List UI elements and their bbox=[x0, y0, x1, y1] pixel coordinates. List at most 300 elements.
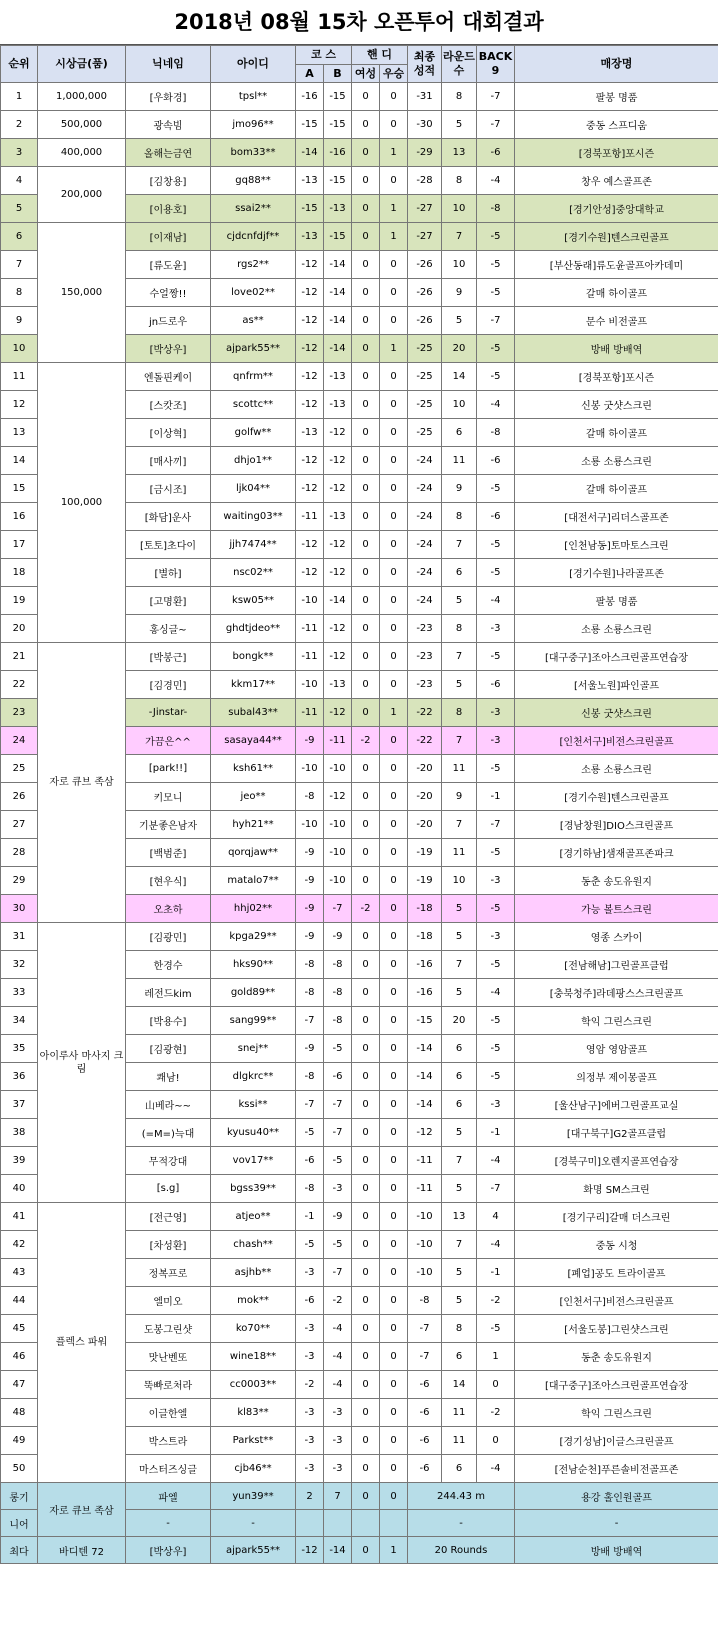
table-header bbox=[1, 46, 718, 83]
award-hc-female: 0 bbox=[352, 1537, 380, 1564]
final-score-cell: -6 bbox=[408, 1399, 442, 1427]
course-a-cell: -12 bbox=[296, 531, 324, 559]
id-cell: dhjo1** bbox=[211, 447, 296, 475]
final-score-cell: -23 bbox=[408, 671, 442, 699]
award-course-b bbox=[324, 1510, 352, 1537]
table-row bbox=[1, 223, 718, 251]
rounds-cell: 8 bbox=[442, 167, 477, 195]
hc-win-cell: 0 bbox=[380, 1259, 408, 1287]
store-cell: [경기안성]중앙대학교 bbox=[515, 195, 718, 223]
final-score-cell: -10 bbox=[408, 1259, 442, 1287]
award-prize: 자로 큐브 족삼 bbox=[38, 1483, 126, 1537]
course-b-cell: -13 bbox=[324, 363, 352, 391]
hc-female-cell: 0 bbox=[352, 1091, 380, 1119]
course-a-cell: -8 bbox=[296, 1175, 324, 1203]
hc-win-cell: 0 bbox=[380, 1287, 408, 1315]
award-nickname: 파엘 bbox=[126, 1483, 211, 1510]
course-a-cell: -11 bbox=[296, 615, 324, 643]
hc-female-cell: 0 bbox=[352, 167, 380, 195]
back9-cell: -4 bbox=[477, 979, 515, 1007]
rounds-cell: 11 bbox=[442, 1427, 477, 1455]
course-a-cell: -5 bbox=[296, 1119, 324, 1147]
nickname-cell: jn드로우 bbox=[126, 307, 211, 335]
prize-cell: 500,000 bbox=[38, 111, 126, 139]
hc-female-cell: 0 bbox=[352, 1343, 380, 1371]
course-b-cell: -15 bbox=[324, 83, 352, 111]
hc-win-cell: 0 bbox=[380, 1427, 408, 1455]
rank-cell: 48 bbox=[1, 1399, 38, 1427]
rank-cell: 5 bbox=[1, 195, 38, 223]
course-b-cell: -12 bbox=[324, 699, 352, 727]
rounds-cell: 11 bbox=[442, 447, 477, 475]
final-score-cell: -7 bbox=[408, 1343, 442, 1371]
prize-cell: 400,000 bbox=[38, 139, 126, 167]
back9-cell: -5 bbox=[477, 475, 515, 503]
nickname-cell: 오초하 bbox=[126, 895, 211, 923]
hc-female-cell: 0 bbox=[352, 1175, 380, 1203]
hc-female-cell: 0 bbox=[352, 1455, 380, 1483]
id-cell: matalo7** bbox=[211, 867, 296, 895]
final-score-cell: -8 bbox=[408, 1287, 442, 1315]
course-a-cell: -3 bbox=[296, 1455, 324, 1483]
hc-win-cell: 0 bbox=[380, 1455, 408, 1483]
prize-cell: 100,000 bbox=[38, 363, 126, 643]
hc-win-cell: 0 bbox=[380, 839, 408, 867]
final-score-cell: -14 bbox=[408, 1035, 442, 1063]
hc-female-cell: 0 bbox=[352, 111, 380, 139]
rank-cell: 43 bbox=[1, 1259, 38, 1287]
award-hc-win: 1 bbox=[380, 1537, 408, 1564]
course-b-cell: -16 bbox=[324, 139, 352, 167]
course-a-cell: -10 bbox=[296, 811, 324, 839]
final-score-cell: -15 bbox=[408, 1007, 442, 1035]
id-cell: dlgkrc** bbox=[211, 1063, 296, 1091]
hc-female-cell: 0 bbox=[352, 531, 380, 559]
back9-cell: 4 bbox=[477, 1203, 515, 1231]
course-a-cell: -9 bbox=[296, 923, 324, 951]
hc-female-cell: 0 bbox=[352, 307, 380, 335]
hc-female-cell: 0 bbox=[352, 447, 380, 475]
nickname-cell: 山베라~~ bbox=[126, 1091, 211, 1119]
id-cell: ksh61** bbox=[211, 755, 296, 783]
course-a-cell: -9 bbox=[296, 727, 324, 755]
store-cell: [전남해남]그린골프클럽 bbox=[515, 951, 718, 979]
rounds-cell: 7 bbox=[442, 811, 477, 839]
final-score-cell: -6 bbox=[408, 1455, 442, 1483]
hc-female-cell: 0 bbox=[352, 587, 380, 615]
rounds-cell: 20 bbox=[442, 1007, 477, 1035]
hc-female-cell: 0 bbox=[352, 923, 380, 951]
course-a-cell: -10 bbox=[296, 755, 324, 783]
id-cell: sasaya44** bbox=[211, 727, 296, 755]
back9-cell: -5 bbox=[477, 1315, 515, 1343]
table-row bbox=[1, 139, 718, 167]
rounds-cell: 7 bbox=[442, 223, 477, 251]
hc-female-cell: 0 bbox=[352, 643, 380, 671]
store-cell: [부산동래]류도윤골프아카데미 bbox=[515, 251, 718, 279]
hc-win-cell: 0 bbox=[380, 1175, 408, 1203]
final-score-cell: -28 bbox=[408, 167, 442, 195]
final-score-cell: -19 bbox=[408, 867, 442, 895]
id-cell: snej** bbox=[211, 1035, 296, 1063]
nickname-cell: [s.g] bbox=[126, 1175, 211, 1203]
course-a-cell: -10 bbox=[296, 587, 324, 615]
rank-cell: 29 bbox=[1, 867, 38, 895]
hc-female-cell: 0 bbox=[352, 699, 380, 727]
rounds-cell: 9 bbox=[442, 783, 477, 811]
course-a-cell: -3 bbox=[296, 1427, 324, 1455]
table-body bbox=[1, 83, 718, 1483]
award-course-b: 7 bbox=[324, 1483, 352, 1510]
rank-cell: 46 bbox=[1, 1343, 38, 1371]
final-score-cell: -11 bbox=[408, 1147, 442, 1175]
back9-cell: -4 bbox=[477, 1147, 515, 1175]
rounds-cell: 11 bbox=[442, 1399, 477, 1427]
rounds-cell: 7 bbox=[442, 531, 477, 559]
award-store: 용강 홀인원골프 bbox=[515, 1483, 718, 1510]
award-distance: - bbox=[408, 1510, 515, 1537]
final-score-cell: -26 bbox=[408, 307, 442, 335]
rank-cell: 20 bbox=[1, 615, 38, 643]
prize-cell: 200,000 bbox=[38, 167, 126, 223]
store-cell: [대구중구]조아스크린골프연습장 bbox=[515, 1371, 718, 1399]
header-store: 매장명 bbox=[515, 46, 718, 83]
nickname-cell: [이상혁] bbox=[126, 419, 211, 447]
rounds-cell: 5 bbox=[442, 979, 477, 1007]
final-score-cell: -14 bbox=[408, 1063, 442, 1091]
course-b-cell: -13 bbox=[324, 391, 352, 419]
nickname-cell: [박용수] bbox=[126, 1007, 211, 1035]
back9-cell: -1 bbox=[477, 783, 515, 811]
table-row bbox=[1, 643, 718, 671]
longest-drive-row bbox=[1, 1483, 718, 1510]
rank-cell: 35 bbox=[1, 1035, 38, 1063]
rank-cell: 2 bbox=[1, 111, 38, 139]
id-cell: ssai2** bbox=[211, 195, 296, 223]
back9-cell: -7 bbox=[477, 83, 515, 111]
course-a-cell: -11 bbox=[296, 503, 324, 531]
nickname-cell: [김광민] bbox=[126, 923, 211, 951]
course-b-cell: -14 bbox=[324, 587, 352, 615]
id-cell: hhj02** bbox=[211, 895, 296, 923]
rank-cell: 28 bbox=[1, 839, 38, 867]
id-cell: gold89** bbox=[211, 979, 296, 1007]
store-cell: [경기구리]갈매 더스크린 bbox=[515, 1203, 718, 1231]
hc-win-cell: 0 bbox=[380, 755, 408, 783]
id-cell: ljk04** bbox=[211, 475, 296, 503]
nickname-cell: 뚝빠로처라 bbox=[126, 1371, 211, 1399]
store-cell: [경기수원]텐스크린골프 bbox=[515, 783, 718, 811]
id-cell: rgs2** bbox=[211, 251, 296, 279]
header-course: 코 스 bbox=[296, 46, 352, 65]
course-a-cell: -3 bbox=[296, 1315, 324, 1343]
hc-win-cell: 1 bbox=[380, 699, 408, 727]
rank-cell: 14 bbox=[1, 447, 38, 475]
nickname-cell: [화담]운사 bbox=[126, 503, 211, 531]
hc-female-cell: 0 bbox=[352, 559, 380, 587]
hc-win-cell: 0 bbox=[380, 1343, 408, 1371]
course-b-cell: -12 bbox=[324, 559, 352, 587]
store-cell: 중동 시청 bbox=[515, 1231, 718, 1259]
back9-cell: -2 bbox=[477, 1399, 515, 1427]
id-cell: cc0003** bbox=[211, 1371, 296, 1399]
store-cell: 학익 그린스크린 bbox=[515, 1007, 718, 1035]
nickname-cell: [현우식] bbox=[126, 867, 211, 895]
final-score-cell: -24 bbox=[408, 475, 442, 503]
course-a-cell: -12 bbox=[296, 307, 324, 335]
rounds-cell: 5 bbox=[442, 111, 477, 139]
nickname-cell: [park!!] bbox=[126, 755, 211, 783]
id-cell: bongk** bbox=[211, 643, 296, 671]
back9-cell: -5 bbox=[477, 755, 515, 783]
back9-cell: -6 bbox=[477, 139, 515, 167]
hc-win-cell: 0 bbox=[380, 1203, 408, 1231]
award-course-a: 2 bbox=[296, 1483, 324, 1510]
nickname-cell: [류도윤] bbox=[126, 251, 211, 279]
hc-female-cell: 0 bbox=[352, 419, 380, 447]
course-b-cell: -5 bbox=[324, 1231, 352, 1259]
back9-cell: -2 bbox=[477, 1287, 515, 1315]
results-table bbox=[0, 45, 718, 1564]
rounds-cell: 9 bbox=[442, 475, 477, 503]
course-b-cell: -13 bbox=[324, 503, 352, 531]
back9-cell: -8 bbox=[477, 195, 515, 223]
final-score-cell: -23 bbox=[408, 643, 442, 671]
course-a-cell: -9 bbox=[296, 839, 324, 867]
id-cell: waiting03** bbox=[211, 503, 296, 531]
course-b-cell: -13 bbox=[324, 671, 352, 699]
rank-cell: 42 bbox=[1, 1231, 38, 1259]
final-score-cell: -25 bbox=[408, 391, 442, 419]
hc-win-cell: 1 bbox=[380, 195, 408, 223]
back9-cell: -7 bbox=[477, 1175, 515, 1203]
store-cell: 동춘 송도유원지 bbox=[515, 867, 718, 895]
id-cell: gq88** bbox=[211, 167, 296, 195]
rank-cell: 4 bbox=[1, 167, 38, 195]
hc-win-cell: 0 bbox=[380, 447, 408, 475]
rank-cell: 34 bbox=[1, 1007, 38, 1035]
hc-female-cell: 0 bbox=[352, 1119, 380, 1147]
hc-female-cell: 0 bbox=[352, 979, 380, 1007]
rounds-cell: 5 bbox=[442, 587, 477, 615]
hc-female-cell: 0 bbox=[352, 1287, 380, 1315]
hc-win-cell: 1 bbox=[380, 335, 408, 363]
id-cell: kssi** bbox=[211, 1091, 296, 1119]
nickname-cell: -Jinstar- bbox=[126, 699, 211, 727]
rank-cell: 27 bbox=[1, 811, 38, 839]
final-score-cell: -27 bbox=[408, 195, 442, 223]
course-b-cell: -5 bbox=[324, 1147, 352, 1175]
nickname-cell: 엘미오 bbox=[126, 1287, 211, 1315]
course-b-cell: -7 bbox=[324, 1259, 352, 1287]
hc-win-cell: 0 bbox=[380, 615, 408, 643]
hc-win-cell: 0 bbox=[380, 503, 408, 531]
back9-cell: -5 bbox=[477, 1007, 515, 1035]
back9-cell: -8 bbox=[477, 419, 515, 447]
course-a-cell: -3 bbox=[296, 1343, 324, 1371]
final-score-cell: -20 bbox=[408, 755, 442, 783]
course-a-cell: -8 bbox=[296, 979, 324, 1007]
hc-win-cell: 0 bbox=[380, 867, 408, 895]
hc-win-cell: 0 bbox=[380, 167, 408, 195]
award-label: 니어 bbox=[1, 1510, 38, 1537]
id-cell: cjdcnfdjf** bbox=[211, 223, 296, 251]
back9-cell: -5 bbox=[477, 363, 515, 391]
store-cell: [대구중구]조아스크린골프연습장 bbox=[515, 643, 718, 671]
header-nickname: 닉네임 bbox=[126, 46, 211, 83]
hc-female-cell: 0 bbox=[352, 811, 380, 839]
hc-win-cell: 0 bbox=[380, 391, 408, 419]
hc-win-cell: 1 bbox=[380, 223, 408, 251]
id-cell: qnfrm** bbox=[211, 363, 296, 391]
rank-cell: 13 bbox=[1, 419, 38, 447]
hc-female-cell: 0 bbox=[352, 503, 380, 531]
back9-cell: -5 bbox=[477, 1035, 515, 1063]
hc-win-cell: 0 bbox=[380, 279, 408, 307]
course-b-cell: -15 bbox=[324, 111, 352, 139]
hc-win-cell: 0 bbox=[380, 111, 408, 139]
hc-win-cell: 0 bbox=[380, 419, 408, 447]
nickname-cell: [김광현] bbox=[126, 1035, 211, 1063]
back9-cell: -4 bbox=[477, 167, 515, 195]
final-score-cell: -24 bbox=[408, 559, 442, 587]
rounds-cell: 10 bbox=[442, 391, 477, 419]
final-score-cell: -7 bbox=[408, 1315, 442, 1343]
rounds-cell: 5 bbox=[442, 1287, 477, 1315]
nickname-cell: 엔돌핀케이 bbox=[126, 363, 211, 391]
rank-cell: 12 bbox=[1, 391, 38, 419]
store-cell: [울산남구]에버그린골프교실 bbox=[515, 1091, 718, 1119]
course-a-cell: -12 bbox=[296, 447, 324, 475]
nickname-cell: 이글한엘 bbox=[126, 1399, 211, 1427]
back9-cell: -5 bbox=[477, 951, 515, 979]
store-cell: [서울도봉]그린샷스크린 bbox=[515, 1315, 718, 1343]
rank-cell: 50 bbox=[1, 1455, 38, 1483]
course-b-cell: -4 bbox=[324, 1371, 352, 1399]
back9-cell: -5 bbox=[477, 335, 515, 363]
hc-female-cell: 0 bbox=[352, 1231, 380, 1259]
hc-win-cell: 0 bbox=[380, 587, 408, 615]
rank-cell: 7 bbox=[1, 251, 38, 279]
hc-female-cell: 0 bbox=[352, 1427, 380, 1455]
rounds-cell: 6 bbox=[442, 419, 477, 447]
id-cell: jjh7474** bbox=[211, 531, 296, 559]
back9-cell: -1 bbox=[477, 1259, 515, 1287]
back9-cell: -7 bbox=[477, 811, 515, 839]
rounds-cell: 5 bbox=[442, 671, 477, 699]
header-course-b: B bbox=[324, 65, 352, 83]
hc-win-cell: 0 bbox=[380, 1231, 408, 1259]
hc-female-cell: 0 bbox=[352, 1007, 380, 1035]
id-cell: love02** bbox=[211, 279, 296, 307]
prize-cell: 1,000,000 bbox=[38, 83, 126, 111]
hc-win-cell: 0 bbox=[380, 1371, 408, 1399]
id-cell: jmo96** bbox=[211, 111, 296, 139]
final-score-cell: -18 bbox=[408, 923, 442, 951]
store-cell: 신봉 굿샷스크린 bbox=[515, 391, 718, 419]
final-score-cell: -10 bbox=[408, 1203, 442, 1231]
store-cell: 창우 예스골프존 bbox=[515, 167, 718, 195]
rank-cell: 33 bbox=[1, 979, 38, 1007]
award-id: ajpark55** bbox=[211, 1537, 296, 1564]
hc-win-cell: 0 bbox=[380, 83, 408, 111]
nickname-cell: [김경민] bbox=[126, 671, 211, 699]
rank-cell: 31 bbox=[1, 923, 38, 951]
award-id: yun39** bbox=[211, 1483, 296, 1510]
store-cell: [전남순천]푸른솔비전골프존 bbox=[515, 1455, 718, 1483]
hc-female-cell: 0 bbox=[352, 391, 380, 419]
store-cell: [대전서구]리더스골프존 bbox=[515, 503, 718, 531]
hc-win-cell: 0 bbox=[380, 559, 408, 587]
id-cell: hks90** bbox=[211, 951, 296, 979]
course-a-cell: -3 bbox=[296, 1399, 324, 1427]
table-row bbox=[1, 167, 718, 195]
id-cell: nsc02** bbox=[211, 559, 296, 587]
id-cell: kpga29** bbox=[211, 923, 296, 951]
id-cell: kl83** bbox=[211, 1399, 296, 1427]
rank-cell: 30 bbox=[1, 895, 38, 923]
hc-win-cell: 0 bbox=[380, 1315, 408, 1343]
course-b-cell: -14 bbox=[324, 251, 352, 279]
store-cell: [경기성남]이글스크린골프 bbox=[515, 1427, 718, 1455]
nickname-cell: [이재남] bbox=[126, 223, 211, 251]
course-a-cell: -7 bbox=[296, 1007, 324, 1035]
id-cell: kkm17** bbox=[211, 671, 296, 699]
hc-female-cell: 0 bbox=[352, 783, 380, 811]
back9-cell: -5 bbox=[477, 1063, 515, 1091]
id-cell: hyh21** bbox=[211, 811, 296, 839]
course-a-cell: -14 bbox=[296, 139, 324, 167]
rank-cell: 47 bbox=[1, 1371, 38, 1399]
course-a-cell: -6 bbox=[296, 1287, 324, 1315]
id-cell: ksw05** bbox=[211, 587, 296, 615]
hc-female-cell: 0 bbox=[352, 1399, 380, 1427]
final-score-cell: -22 bbox=[408, 727, 442, 755]
nickname-cell: [차성환] bbox=[126, 1231, 211, 1259]
nickname-cell: 기분좋은남자 bbox=[126, 811, 211, 839]
rounds-cell: 5 bbox=[442, 923, 477, 951]
rank-cell: 11 bbox=[1, 363, 38, 391]
rounds-cell: 5 bbox=[442, 895, 477, 923]
course-a-cell: -13 bbox=[296, 223, 324, 251]
final-score-cell: -31 bbox=[408, 83, 442, 111]
course-a-cell: -13 bbox=[296, 167, 324, 195]
course-b-cell: -8 bbox=[324, 951, 352, 979]
rounds-cell: 6 bbox=[442, 1091, 477, 1119]
award-hc-win: 0 bbox=[380, 1483, 408, 1510]
id-cell: wine18** bbox=[211, 1343, 296, 1371]
nickname-cell: [김창용] bbox=[126, 167, 211, 195]
header-back9: BACK 9 bbox=[477, 46, 515, 83]
back9-cell: -5 bbox=[477, 559, 515, 587]
nickname-cell: [전근영] bbox=[126, 1203, 211, 1231]
id-cell: subal43** bbox=[211, 699, 296, 727]
final-score-cell: -24 bbox=[408, 447, 442, 475]
final-score-cell: -22 bbox=[408, 699, 442, 727]
rank-cell: 38 bbox=[1, 1119, 38, 1147]
hc-female-cell: 0 bbox=[352, 671, 380, 699]
course-a-cell: -15 bbox=[296, 111, 324, 139]
course-a-cell: -11 bbox=[296, 699, 324, 727]
course-a-cell: -8 bbox=[296, 951, 324, 979]
course-b-cell: -12 bbox=[324, 475, 352, 503]
course-a-cell: -8 bbox=[296, 783, 324, 811]
final-score-cell: -27 bbox=[408, 223, 442, 251]
store-cell: 동춘 송도유원지 bbox=[515, 1343, 718, 1371]
hc-female-cell: 0 bbox=[352, 223, 380, 251]
back9-cell: -3 bbox=[477, 1091, 515, 1119]
back9-cell: 1 bbox=[477, 1343, 515, 1371]
